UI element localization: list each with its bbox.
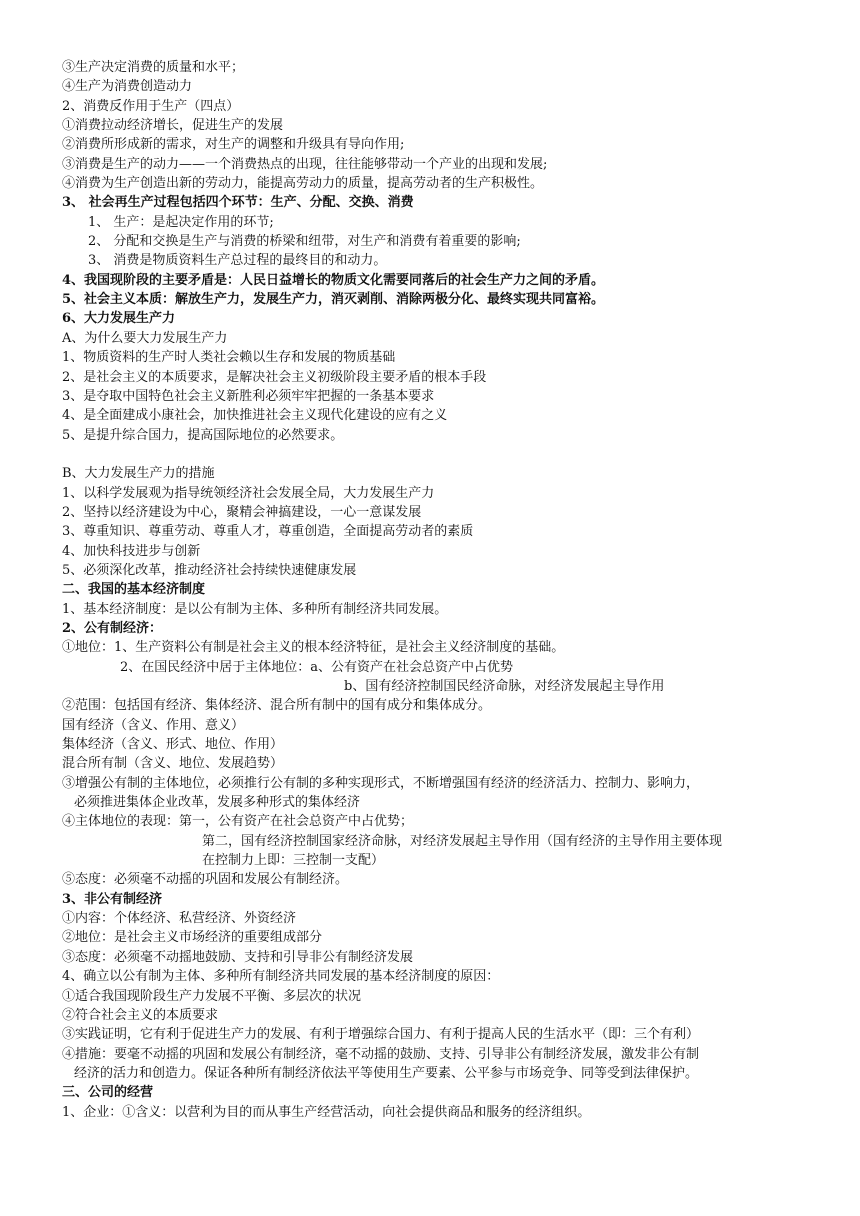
section-heading: 5、社会主义本质：解放生产力，发展生产力，消灭剥削、消除两极分化、最终实现共同富裕。 [62,292,605,308]
text-line: ①内容：个体经济、私营经济、外资经济 [62,911,297,927]
text-line: 2、是社会主义的本质要求，是解决社会主义初级阶段主要矛盾的根本手段 [62,369,487,385]
text-line: 混合所有制（含义、地位、发展趋势） [62,756,284,772]
text-line: 经济的活力和创造力。保证各种所有制经济依法平等使用生产要素、公平参与市场竞争、同等受到法律保护。 [74,1065,699,1081]
text-line: 3、是夺取中国特色社会主义新胜利必须牢牢把握的一条基本要求 [62,388,435,404]
text-line: 1、基本经济制度：是以公有制为主体、多种所有制经济共同发展。 [62,601,448,617]
text-line: ①适合我国现阶段生产力发展不平衡、多层次的状况 [62,988,362,1004]
text-line: ③增强公有制的主体地位，必须推行公有制的多种实现形式，不断增强国有经济的经济活力、控制力、影响力， [62,775,700,791]
text-line: b、国有经济控制国民经济命脉，对经济发展起主导作用 [344,679,665,694]
text-line: 必须推进集体企业改革，发展多种形式的集体经济 [74,795,361,811]
text-line: 5、是提升综合国力，提高国际地位的必然要求。 [62,427,344,443]
text-line: 3、 消费是物质资料生产总过程的最终目的和动力。 [88,253,387,269]
text-line: 3、尊重知识、尊重劳动、尊重人才，尊重创造，全面提高劳动者的素质 [62,524,474,540]
text-line: ①地位：1、生产资料公有制是社会主义的根本经济特征，是社会主义经济制度的基础。 [62,640,565,656]
text-line: 2、消费反作用于生产（四点） [62,98,240,114]
text-line: ③消费是生产的动力——一个消费热点的出现，往往能够带动一个产业的出现和发展; [62,156,548,172]
text-line: 1、企业：①含义：以营利为目的而从事生产经营活动，向社会提供商品和服务的经济组织。 [62,1104,591,1120]
section-heading: 6、大力发展生产力 [62,311,176,327]
text-line: ③实践证明，它有利于促进生产力的发展、有利于增强综合国力、有利于提高人民的生活水平（即：三个有利） [62,1027,700,1043]
text-line: 在控制力上即：三控制一支配） [202,853,385,869]
text-line: 1、 生产：是起决定作用的环节; [88,214,274,230]
text-line: ②范围：包括国有经济、集体经济、混合所有制中的国有成分和集体成分。 [62,698,492,714]
section-heading: 4、我国现阶段的主要矛盾是：人民日益增长的物质文化需要同落后的社会生产力之间的矛盾。 [62,272,605,288]
section-heading: 3、非公有制经济 [62,891,163,907]
chapter-heading: 二、我国的基本经济制度 [62,582,206,598]
text-line: 2、坚持以经济建设为中心，聚精会神搞建设，一心一意谋发展 [62,504,422,520]
text-line: ④主体地位的表现：第一，公有资产在社会总资产中占优势； [62,814,414,830]
text-line: ③态度：必须毫不动摇地鼓励、支持和引导非公有制经济发展 [62,949,414,965]
text-line: ②符合社会主义的本质要求 [62,1007,219,1023]
text-line: 第二，国有经济控制国家经济命脉，对经济发展起主导作用（国有经济的主导作用主要体现 [202,833,723,849]
blank-line [62,445,802,464]
text-line: ①消费拉动经济增长，促进生产的发展 [62,118,284,134]
text-line: A、为什么要大力发展生产力 [62,330,228,346]
section-heading: 2、公有制经济： [62,620,163,636]
text-line: 1、以科学发展观为指导统领经济社会发展全局，大力发展生产力 [62,485,435,501]
text-line: 4、是全面建成小康社会，加快推进社会主义现代化建设的应有之义 [62,408,448,424]
section-heading: 3、 社会再生产过程包括四个环节：生产、分配、交换、消费 [62,195,414,211]
text-line: 集体经济（含义、形式、地位、作用） [62,737,284,753]
text-line: 2、 分配和交换是生产与消费的桥梁和纽带，对生产和消费有着重要的影响; [88,234,521,250]
text-line: ④措施：要毫不动摇的巩固和发展公有制经济，毫不动摇的鼓励、支持、引导非公有制经济发展，激发非公有制 [62,1046,700,1062]
text-line: 1、物质资料的生产时人类社会赖以生存和发展的物质基础 [62,350,396,366]
document-page [62,58,802,1122]
text-line: 4、加快科技进步与创新 [62,543,201,559]
text-line: 4、确立以公有制为主体、多种所有制经济共同发展的基本经济制度的原因： [62,969,500,985]
text-line: 5、必须深化改革，推动经济社会持续快速健康发展 [62,562,357,578]
text-line: ②地位：是社会主义市场经济的重要组成部分 [62,930,323,946]
text-line: 国有经济（含义、作用、意义） [62,717,245,733]
text-line: ④生产为消费创造动力 [62,79,193,95]
chapter-heading: 三、公司的经营 [62,1085,154,1101]
text-line: ④消费为生产创造出新的劳动力，能提高劳动力的质量，提高劳动者的生产积极性。 [62,176,544,192]
text-line: ②消费所形成新的需求，对生产的调整和升级具有导向作用; [62,137,405,153]
text-line: ③生产决定消费的质量和水平； [62,60,245,75]
text-line: ⑤态度：必须毫不动摇的巩固和发展公有制经济。 [62,872,349,888]
text-line: B、大力发展生产力的措施 [62,466,215,482]
text-line: 2、在国民经济中居于主体地位：a、公有资产在社会总资产中占优势 [120,659,514,675]
